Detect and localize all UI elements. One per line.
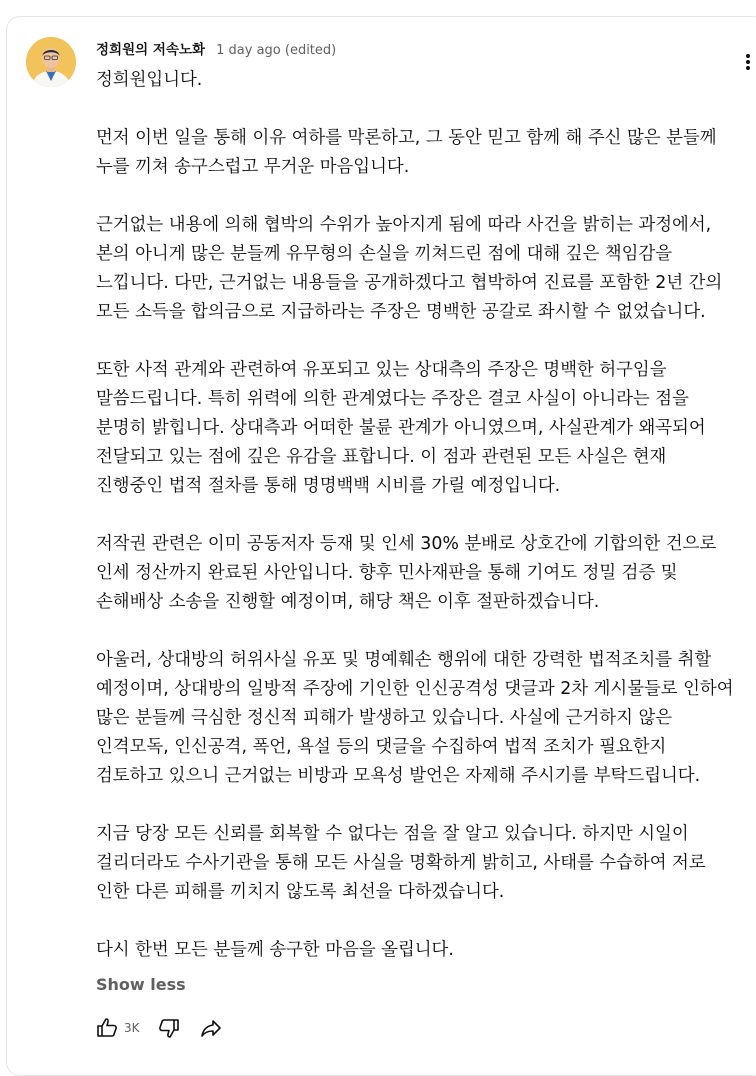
comment-body	[96, 66, 736, 965]
show-less-button[interactable]: Show less	[96, 975, 186, 994]
thumb-down-icon	[157, 1016, 181, 1040]
comment-paragraph: 또한 사적 관계와 관련하여 유포되고 있는 상대측의 주장은 명백한 허구임을 말씀드립니다. 특히 위력에 의한 관계였다는 주장은 결코 사실이 아니라는 점을 분명히 밝힙니다. 상대측과 어떠한 불륜 관계가 아니였으며, 사실관계가 왜곡되어 전달되고 있는 점에 깊은 유감을 표합니다. 이 점과 관련된 모든 사실은 현재 진행중인 법적 절차를 통해 명명백백 시비를 가릴 예정입니다.	[96, 360, 706, 496]
share-arrow-icon	[199, 1016, 223, 1040]
comment-paragraph: 근거없는 내용에 의해 협박의 수위가 높아지게 됨에 따라 사건을 밝히는 과정에서, 본의 아니게 많은 분들께 유무형의 손실을 끼쳐드린 점에 대해 깊은 책임감을 느낍니다. 다만, 근거없는 내용들을 공개하겠다고 협박하여 진료를 포함한 2년 간의 모든 소득을 합의금으로 지급하라는 주장은 명백한 공갈로 좌시할 수 없었습니다.	[96, 215, 723, 322]
comment-time[interactable]: 1 day ago (edited)	[216, 43, 337, 58]
comment-paragraph: 다시 한번 모든 분들께 송구한 마음을 올립니다.	[96, 940, 454, 960]
thumb-up-icon	[95, 1016, 119, 1040]
comment-paragraph: 저작권 관련은 이미 공동저자 등재 및 인세 30% 분배로 상호간에 기합의한 건으로 인세 정산까지 완료된 사안입니다. 향후 민사재판을 통해 기여도 정밀 검증 및 손해배상 소송을 진행할 예정이며, 해당 책은 이후 절판하겠습니다.	[96, 534, 717, 612]
comment-paragraph: 정희원입니다.	[96, 70, 203, 90]
comment-actions	[92, 1012, 226, 1044]
avatar-photo	[26, 37, 76, 87]
like-button[interactable]	[92, 1013, 122, 1043]
more-vert-icon[interactable]	[744, 52, 756, 76]
comment-paragraph: 아울러, 상대방의 허위사실 유포 및 명예훼손 행위에 대한 강력한 법적조치를 취할 예정이며, 상대방의 일방적 주장에 기인한 인신공격성 댓글과 2차 게시물들로 인하여 많은 분들께 극심한 정신적 피해가 발생하고 있습니다. 사실에 근거하지 않은 인격모독, 인신공격, 폭언, 욕설 등의 댓글을 수집하여 법적 조치가 필요한지 검토하고 있으니 근거없는 비방과 모욕성 발언은 자제해 주시기를 부탁드립니다.	[96, 650, 734, 786]
comment-paragraph: 먼저 이번 일을 통해 이유 여하를 막론하고, 그 동안 믿고 함께 해 주신 많은 분들께 누를 끼쳐 송구스럽고 무거운 마음입니다.	[96, 128, 717, 177]
dislike-button[interactable]	[154, 1013, 184, 1043]
like-count: 3K	[124, 1021, 140, 1035]
comment-paragraph: 지금 당장 모든 신뢰를 회복할 수 없다는 점을 잘 알고 있습니다. 하지만 시일이 걸리더라도 수사기관을 통해 모든 사실을 명확하게 밝히고, 사태를 수습하여 저로 인한 다른 피해를 끼치지 않도록 최선을 다하겠습니다.	[96, 824, 706, 902]
avatar[interactable]	[26, 37, 76, 87]
comment-header	[96, 38, 336, 58]
comment-author[interactable]: 정희원의 저속노화	[96, 42, 206, 58]
share-button[interactable]	[196, 1013, 226, 1043]
